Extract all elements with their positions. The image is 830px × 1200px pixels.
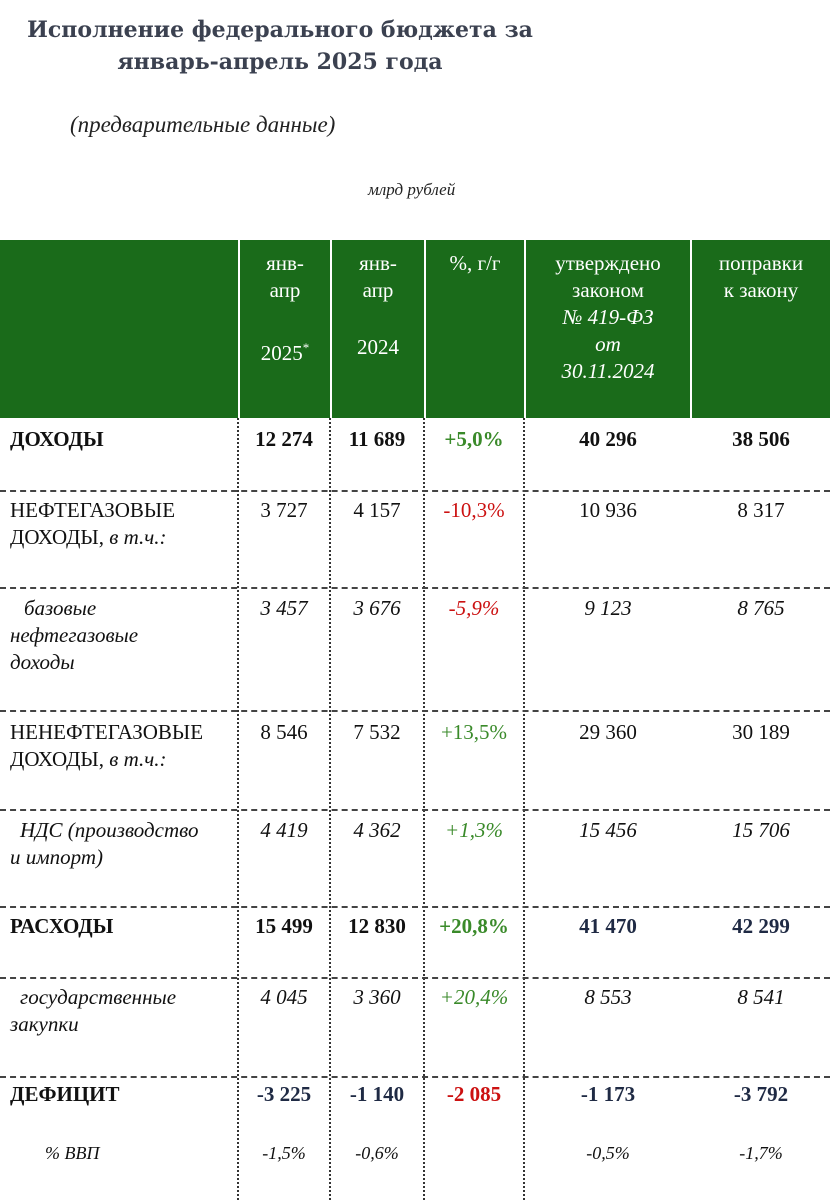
- row-label: ДЕФИЦИТ: [10, 1082, 120, 1106]
- header-text: апр: [362, 278, 394, 302]
- row-label-line: базовые: [24, 596, 97, 620]
- cell-law: 15 456: [579, 818, 637, 842]
- cell-amend: 8 765: [737, 596, 785, 620]
- cell-2024: 12 830: [348, 914, 406, 938]
- cell-amend: 30 189: [732, 720, 790, 744]
- row-divider: [0, 977, 830, 979]
- cell-amend: 42 299: [732, 914, 790, 938]
- header-text: янв-: [266, 251, 304, 275]
- header-text: 30.11.2024: [561, 359, 655, 383]
- header-text: поправки: [718, 251, 804, 275]
- header-col-2025: [240, 240, 330, 418]
- header-text: утверждено: [555, 251, 661, 275]
- row-label: [10, 817, 235, 871]
- cell-law: -0,5%: [586, 1143, 630, 1163]
- header-year: [240, 334, 330, 367]
- row-label: [10, 497, 235, 551]
- header-col-2024: [332, 240, 424, 418]
- cell-2025: -3 225: [256, 1082, 312, 1106]
- cell-2024: 3 360: [353, 985, 401, 1009]
- cell-2025: 3 457: [260, 596, 308, 620]
- row-label: [10, 984, 235, 1038]
- cell-2024: -0,6%: [355, 1143, 399, 1163]
- cell-amend: 8 317: [737, 498, 785, 522]
- cell-2025: 3 727: [260, 498, 308, 522]
- cell-pct: -10,3%: [443, 498, 505, 522]
- row-label-line: и импорт): [10, 845, 104, 869]
- row-label-line: [10, 524, 235, 551]
- cell-2024: -1 140: [349, 1082, 405, 1106]
- row-label-text: ДОХОДЫ,: [10, 525, 110, 549]
- header-text: к закону: [723, 278, 799, 302]
- header-text: № 419-ФЗ: [562, 305, 654, 329]
- cell-law: -1 173: [580, 1082, 636, 1106]
- cell-pct: -2 085: [446, 1082, 502, 1106]
- header-text: законом: [572, 278, 644, 302]
- row-label: РАСХОДЫ: [10, 914, 114, 938]
- row-label-note: в т.ч.:: [109, 747, 167, 771]
- row-label-line: [10, 746, 235, 773]
- header-col-pct: [426, 240, 524, 418]
- cell-2025: 4 419: [260, 818, 308, 842]
- header-text: янв-: [359, 251, 397, 275]
- header-text: %, г/г: [449, 251, 501, 275]
- cell-amend: 8 541: [737, 985, 785, 1009]
- table-header: [0, 240, 830, 418]
- cell-2025: 8 546: [260, 720, 308, 744]
- cell-law: 29 360: [579, 720, 637, 744]
- cell-law: 40 296: [579, 427, 637, 451]
- row-label-text: ДОХОДЫ,: [10, 747, 110, 771]
- cell-pct: +20,8%: [439, 914, 509, 938]
- cell-law: 41 470: [579, 914, 637, 938]
- unit-label: млрд рублей: [368, 180, 456, 199]
- cell-2024: 4 157: [353, 498, 401, 522]
- header-text: 2024: [357, 335, 399, 359]
- cell-2024: 3 676: [353, 596, 401, 620]
- row-divider: [0, 809, 830, 811]
- row-divider: [0, 906, 830, 908]
- cell-2025: 15 499: [255, 914, 313, 938]
- cell-amend: 15 706: [732, 818, 790, 842]
- cell-pct: +1,3%: [445, 818, 503, 842]
- cell-2025: -1,5%: [262, 1143, 306, 1163]
- row-divider: [0, 587, 830, 589]
- cell-amend: -3 792: [733, 1082, 789, 1106]
- header-text: от: [595, 332, 621, 356]
- row-label: ДОХОДЫ: [10, 427, 104, 451]
- row-label-line: доходы: [10, 650, 75, 674]
- row-divider: [0, 490, 830, 492]
- row-label-line: НЕНЕФТЕГАЗОВЫЕ: [10, 720, 204, 744]
- header-text: апр: [269, 278, 301, 302]
- row-label: [10, 595, 235, 676]
- cell-law: 9 123: [584, 596, 632, 620]
- row-label: % ВВП: [45, 1143, 100, 1163]
- footnote-mark: *: [302, 340, 310, 355]
- page-title: [0, 14, 560, 78]
- row-divider: [0, 710, 830, 712]
- header-text: 2025: [260, 341, 303, 365]
- header-col-amend: [692, 240, 830, 418]
- cell-law: 10 936: [579, 498, 637, 522]
- row-label-line: НДС (производство: [20, 818, 199, 842]
- row-divider: [0, 1076, 830, 1078]
- row-label-line: государственные: [20, 985, 177, 1009]
- cell-2024: 7 532: [353, 720, 401, 744]
- cell-amend: -1,7%: [739, 1143, 783, 1163]
- cell-law: 8 553: [584, 985, 632, 1009]
- cell-pct: -5,9%: [448, 596, 500, 620]
- cell-2024: 11 689: [348, 427, 406, 451]
- cell-2025: 12 274: [255, 427, 313, 451]
- subtitle: (предварительные данные): [70, 112, 336, 137]
- row-label-note: в т.ч.:: [109, 525, 167, 549]
- row-label-line: НЕФТЕГАЗОВЫЕ: [10, 498, 176, 522]
- cell-pct: +13,5%: [440, 720, 508, 744]
- title-line-2: январь-апрель 2025 года: [117, 49, 443, 75]
- cell-pct: +20,4%: [439, 985, 509, 1009]
- header-col-law: [526, 240, 690, 418]
- cell-amend: 38 506: [732, 427, 790, 451]
- title-line-1: Исполнение федерального бюджета за: [27, 17, 533, 43]
- cell-pct: +5,0%: [444, 427, 504, 451]
- row-label: [10, 719, 235, 773]
- row-label-line: нефтегазовые: [10, 623, 139, 647]
- cell-2024: 4 362: [353, 818, 401, 842]
- row-label-line: закупки: [10, 1012, 79, 1036]
- cell-2025: 4 045: [260, 985, 308, 1009]
